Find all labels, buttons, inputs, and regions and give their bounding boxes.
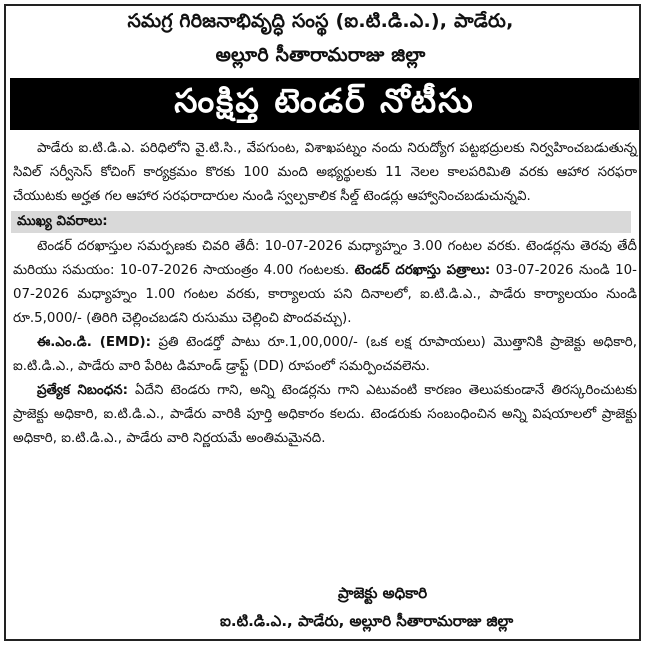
signatory-designation: ప్రాజెక్టు అధికారి — [338, 584, 428, 602]
notice-title: సంక్షిప్త టెండర్ నోటీసు — [174, 80, 475, 120]
signatory-office: ఐ.టి.డి.ఎ., పాడేరు, అల్లూరి సీతారామరాజు జిల్లా — [220, 612, 514, 630]
special-condition-text: ఏదేని టెండరు గాని, అన్ని టెండర్లను గాని ఎటువంటి కారణం తెలుపకుండానే తిరస్కరించుటకు ప్రాజెక్టు అధికారి, ఐ.టి.డి.ఎ., పాడేరు వారికి పూర్తి అధికారం కలదు. టెండరుకు సంబంధించిన అన్ని విషయాలలో ప్రాజెక్టు అధికారి, ఐ.టి.డి.ఎ., పాడేరు వారి నిర్ణయమే అంతిమమైనది. — [13, 383, 637, 446]
notice-body — [13, 137, 637, 451]
notice-title-banner — [10, 78, 639, 130]
tender-documents-label: టెండర్ దరఖాస్తు పత్రాలు: — [354, 263, 491, 278]
intro-paragraph: పాడేరు ఐ.టి.డి.ఎ. పరిధిలోని వై.టి.సి., వేపగుంట, విశాఖపట్నం నందు నిరుద్యోగ పట్టభద్రులకు నిర్వహించబడుతున్న సివిల్ సర్వీసెస్ కోచింగ్ కార్యక్రమం కొరకు 100 మంది అభ్యర్థులకు 11 నెలల కాలపరిమితి వరకు ఆహార సరఫరా చేయుటకు అర్హత గల ఆహార సరఫరాదారుల నుండి స్వల్పకాలిక సీల్డ్ టెండర్లు ఆహ్వానించబడుచున్నవి. — [13, 141, 637, 204]
emd-paragraph — [13, 331, 637, 379]
emd-label: ఈ.ఎం.డి. (EMD): — [37, 335, 151, 350]
key-details-heading: ముఖ్య వివరాలు: — [11, 211, 631, 233]
organization-name: సమగ్ర గిరిజనాభివృద్ధి సంస్థ (ఐ.టి.డి.ఎ.), పాడేరు, — [127, 10, 514, 32]
tender-dates-text-2: 03-07-2026 నుండి 10-07-2026 మధ్యాహ్నం 1.00 గంటల వరకు, కార్యాలయ పని దినాలలో, ఐ.టి.డి.ఎ., పాడేరు కార్యాలయం నుండి రూ.5,000/- (తిరిగి చెల్లించబడని రుసుము చెల్లించి పొందవచ్చు). — [13, 263, 637, 326]
tender-dates-text-1: టెండర్ దరఖాస్తుల సమర్పణకు చివరి తేదీ: 10-07-2026 మధ్యాహ్నం 3.00 గంటల వరకు. టెండర్లను తెరవు తేదీ మరియు సమయం: 10-07-2026 సాయంత్రం 4.00 గంటలకు. — [13, 239, 637, 278]
special-condition-paragraph — [13, 379, 637, 451]
district-name: అల్లూరి సీతారామరాజు జిల్లా — [215, 44, 426, 66]
tender-dates-paragraph — [13, 235, 637, 331]
special-condition-label: ప్రత్యేక నిబంధన: — [37, 383, 128, 398]
emd-text: ప్రతి టెండర్తో పాటు రూ.1,00,000/- (ఒక లక్ష రూపాయలు) మొత్తానికి ప్రాజెక్టు అధికారి, ఐ.టి.డి.ఎ., పాడేరు వారి పేరిట డిమాండ్ డ్రాఫ్ట్ (DD) రూపంలో సమర్పించవలెను. — [13, 335, 638, 374]
